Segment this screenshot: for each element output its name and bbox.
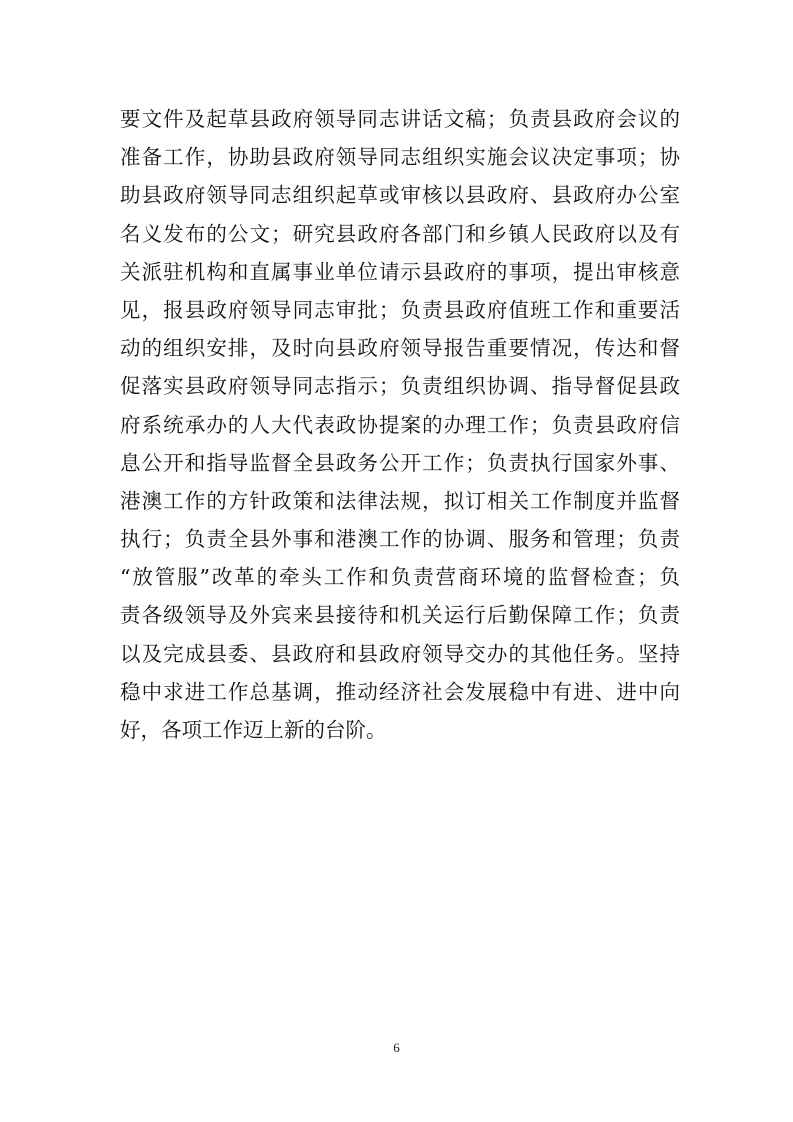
text-line: 关派驻机构和直属事业单位请示县政府的事项，提出审核意 — [120, 259, 680, 284]
text-line: 要文件及起草县政府领导同志讲话文稿；负责县政府会议的 — [120, 107, 680, 131]
text-line: 动的组织安排，及时向县政府领导报告重要情况，传达和督 — [120, 336, 680, 361]
text-line: 助县政府领导同志组织起草或审核以县政府、县政府办公室 — [120, 183, 680, 208]
body-paragraph — [120, 100, 680, 749]
text-line: 名义发布的公文；研究县政府各部门和乡镇人民政府以及有 — [120, 221, 680, 246]
text-line: 港澳工作的方针政策和法律法规，拟订相关工作制度并监督 — [120, 488, 680, 513]
text-line: 稳中求进工作总基调，推动经济社会发展稳中有进、进中向 — [120, 679, 680, 704]
text-line: 息公开和指导监督全县政务公开工作；负责执行国家外事、 — [120, 450, 680, 475]
text-line: 准备工作，协助县政府领导同志组织实施会议决定事项；协 — [120, 145, 680, 170]
text-line: 执行；负责全县外事和港澳工作的协调、服务和管理；负责 — [120, 527, 680, 552]
text-line: 府系统承办的人大代表政协提案的办理工作；负责县政府信 — [120, 412, 680, 437]
text-line: 以及完成县委、县政府和县政府领导交办的其他任务。坚持 — [120, 641, 680, 666]
text-line: 好，各项工作迈上新的台阶。 — [120, 718, 387, 742]
text-line: 促落实县政府领导同志指示；负责组织协调、指导督促县政 — [120, 374, 680, 399]
page-number: 6 — [393, 1040, 400, 1055]
text-line: 见，报县政府领导同志审批；负责县政府值班工作和重要活 — [120, 297, 680, 322]
text-line: 责各级领导及外宾来县接待和机关运行后勤保障工作；负责 — [120, 603, 680, 628]
text-line: “放管服”改革的牵头工作和负责营商环境的监督检查；负 — [120, 565, 680, 590]
